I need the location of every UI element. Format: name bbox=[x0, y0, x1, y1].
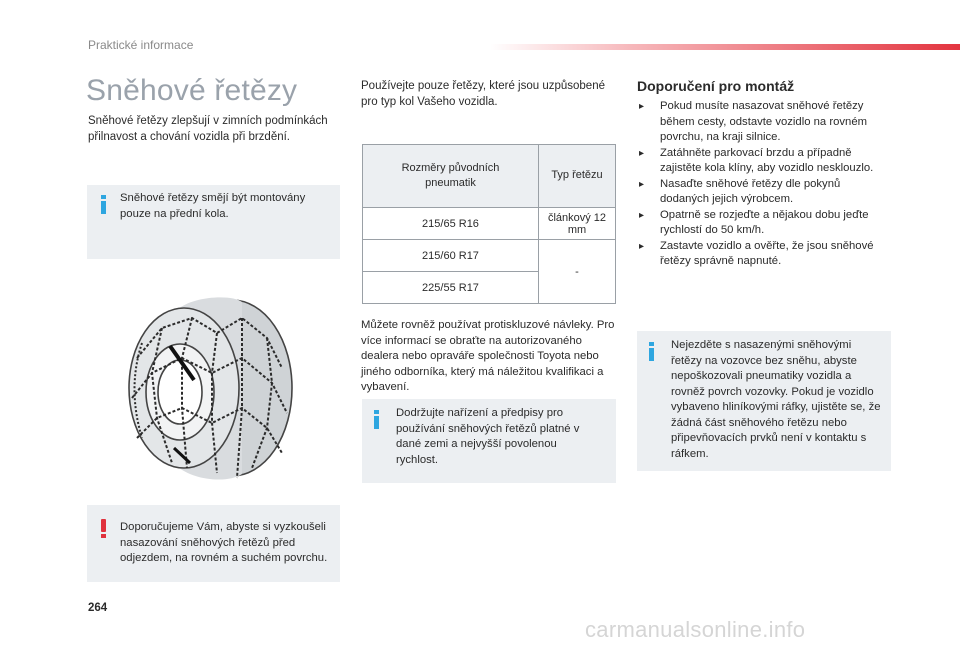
table-header-row bbox=[363, 145, 616, 208]
intro-text: Sněhové řetězy zlepšují v zimních podmínkách přilnavost a chování vozidla při brzdění. bbox=[88, 115, 328, 143]
note-no-snow-text: Nejezděte s nasazenými sněhovými řetězy na vozovce bez sněhu, abyste nepoškozovali pneumatiky vozidla a rovněž povrch vozovky. Pokud je vozidlo vybaveno hliníkovými ráfky, ujistěte se, že žádná část sněhového řetězu nebo připevňovacích prvků není v kontaktu s ráfkem. bbox=[671, 339, 881, 460]
tire-chain-table bbox=[362, 144, 616, 304]
note-regulations-text: Dodržujte nařízení a předpisy pro používání sněhových řetězů platné v dané zemi a nejvyšší povolenou rychlost. bbox=[396, 407, 580, 466]
note-box-front-wheels bbox=[87, 185, 340, 259]
info-icon bbox=[374, 410, 379, 429]
montage-title: Doporučení pro montáž bbox=[637, 78, 795, 94]
note-box-no-snow bbox=[637, 331, 891, 471]
warning-practice-text: Doporučujeme Vám, abyste si vyzkoušeli nasazování sněhových řetězů před odjezdem, na rovném a suchém povrchu. bbox=[120, 521, 328, 564]
list-item: ▸ Zatáhněte parkovací brzdu a případně zajistěte kola klíny, aby vozidlo nesklouzlo. bbox=[639, 146, 874, 174]
tire-chain-illustration bbox=[122, 288, 312, 488]
info-icon bbox=[649, 342, 654, 361]
warning-box-practice bbox=[87, 505, 340, 582]
note-front-wheels-text: Sněhové řetězy smějí být montovány pouze na přední kola. bbox=[120, 192, 306, 220]
table-cell-type: článkový 12 mm bbox=[539, 208, 616, 240]
table-row bbox=[363, 240, 616, 272]
list-item: ▸ Pokud musíte nasazovat sněhové řetězy během cesty, odstavte vozidlo na rovném povrchu, na kraji silnice. bbox=[639, 100, 868, 143]
info-icon bbox=[101, 195, 106, 214]
antiskid-covers-text: Můžete rovněž používat protiskluzové návleky. Pro více informací se obraťte na autorizovaného dealera nebo opraváře společnosti Toyota nebo jiného odborníka, který má náležitou kvalifikaci a vybavení. bbox=[361, 319, 615, 393]
table-cell-size: 225/55 R17 bbox=[363, 272, 539, 304]
table-cell-type: - bbox=[539, 240, 616, 304]
table-cell-size: 215/65 R16 bbox=[363, 208, 539, 240]
page-title: Sněhové řetězy bbox=[86, 74, 298, 107]
watermark: carmanualsonline.info bbox=[585, 617, 806, 642]
note-box-regulations bbox=[362, 399, 616, 483]
list-item: ▸ Opatrně se rozjeďte a nějakou dobu jeďte rychlostí do 50 km/h. bbox=[639, 208, 869, 236]
table-row bbox=[363, 208, 616, 240]
list-item: ▸ Nasaďte sněhové řetězy dle pokynů dodaných jejich výrobcem. bbox=[639, 177, 841, 205]
table-header-size: Rozměry původních pneumatik bbox=[363, 145, 539, 208]
warning-icon bbox=[101, 519, 107, 538]
montage-steps-list bbox=[637, 99, 892, 270]
table-header-type: Typ řetězu bbox=[539, 145, 616, 208]
header-accent-bar bbox=[490, 44, 960, 50]
table-cell-size: 215/60 R17 bbox=[363, 240, 539, 272]
chain-type-intro: Používejte pouze řetězy, které jsou uzpůsobené pro typ kol Vašeho vozidla. bbox=[361, 80, 605, 108]
list-item: ▸ Zastavte vozidlo a ověřte, že jsou sněhové řetězy správně napnuté. bbox=[639, 239, 874, 267]
section-header: Praktické informace bbox=[88, 38, 194, 52]
page-number: 264 bbox=[88, 602, 108, 614]
